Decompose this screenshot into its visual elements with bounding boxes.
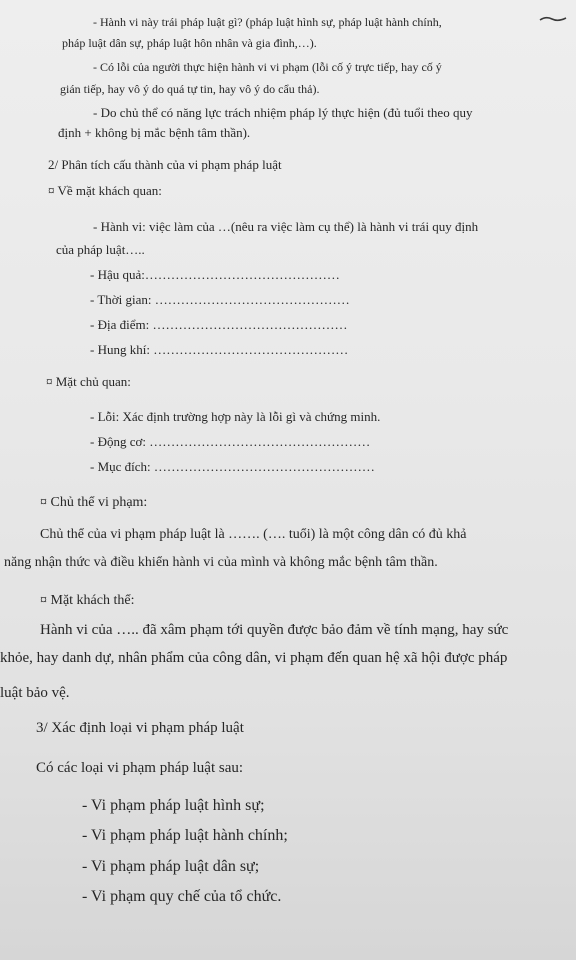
s1-line4: gián tiếp, hay vô ý do quá tự tin, hay vô ý do cẩu thả). — [60, 82, 320, 96]
objective-place: - Địa điểm: ……………………………………… — [90, 317, 348, 332]
s1-line1: - Hành vi này trái pháp luật gì? (pháp luật hình sự, pháp luật hành chính, — [93, 15, 442, 29]
violation-type-item: - Vi phạm pháp luật hình sự; — [82, 797, 265, 814]
violation-type-item: - Vi phạm pháp luật hành chính; — [82, 827, 288, 844]
subjective-purpose: - Mục đích: …………………………………………… — [90, 459, 375, 474]
section3-intro: Có các loại vi phạm pháp luật sau: — [36, 760, 244, 776]
violation-type-item: - Vi phạm quy chế của tổ chức. — [82, 888, 282, 905]
objective-time: - Thời gian: ……………………………………… — [90, 292, 350, 307]
object-line1: Hành vi của ….. đã xâm phạm tới quyền được bảo đảm về tính mạng, hay sức — [40, 622, 509, 638]
section2-heading: 2/ Phân tích cấu thành của vi phạm pháp luật — [48, 157, 282, 172]
subject-line1: Chủ thể của vi phạm pháp luật là ……. (…. tuổi) là một công dân có đủ khả — [40, 527, 467, 542]
s1-line3: - Có lỗi của người thực hiện hành vi vi phạm (lỗi cố ý trực tiếp, hay cố ý — [93, 60, 442, 74]
subjective-fault: - Lỗi: Xác định trường hợp này là lỗi gì và chứng minh. — [90, 409, 381, 424]
objective-act-line1: - Hành vi: việc làm của …(nêu ra việc làm cụ thể) là hành vi trái quy định — [93, 219, 479, 234]
subjective-motive: - Động cơ: …………………………………………… — [90, 434, 371, 449]
subjective-title: ¤ Mặt chủ quan: — [46, 374, 131, 389]
object-line2: khỏe, hay danh dự, nhân phẩm của công dân, vi phạm đến quan hệ xã hội được pháp — [0, 650, 508, 666]
s1-line6: định + không bị mắc bệnh tâm thần). — [58, 125, 251, 140]
object-title: ¤ Mặt khách thể: — [40, 593, 135, 608]
objective-act-line2: của pháp luật….. — [56, 242, 145, 257]
s1-line2: pháp luật dân sự, pháp luật hôn nhân và gia đình,…). — [62, 36, 317, 50]
object-line3: luật bảo vệ. — [0, 685, 70, 701]
ink-smudge — [538, 14, 568, 24]
s1-line5: - Do chủ thể có năng lực trách nhiệm pháp lý thực hiện (đủ tuổi theo quy — [93, 105, 473, 120]
objective-consequence: - Hậu quả:……………………………………… — [90, 267, 340, 282]
violation-type-item: - Vi phạm pháp luật dân sự; — [82, 858, 260, 875]
objective-weapon: - Hung khí: ……………………………………… — [90, 342, 349, 357]
subject-title: ¤ Chủ thể vi phạm: — [40, 495, 148, 510]
objective-title: ¤ Về mặt khách quan: — [48, 183, 162, 198]
section3-heading: 3/ Xác định loại vi phạm pháp luật — [36, 720, 244, 736]
subject-line2: năng nhận thức và điều khiển hành vi của mình và không mắc bệnh tâm thần. — [4, 555, 438, 570]
